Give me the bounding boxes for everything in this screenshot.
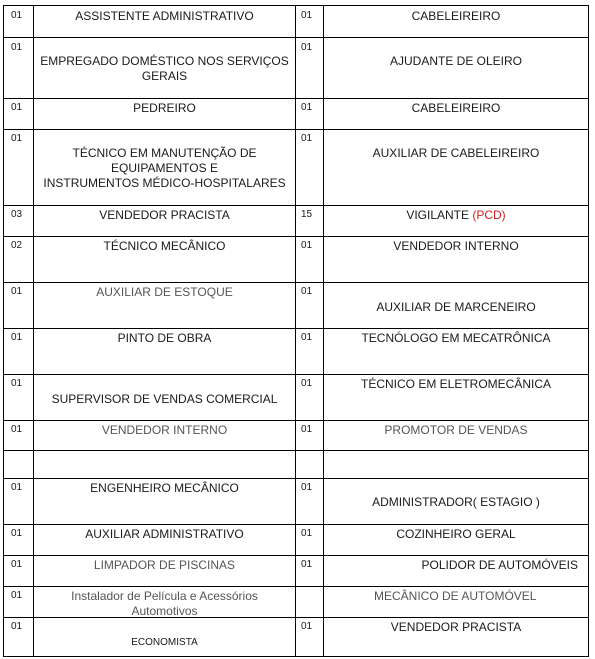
job-title: CABELEIREIRO — [411, 9, 501, 23]
vacancy-count: 01 — [301, 559, 313, 570]
vacancy-count: 01 — [11, 482, 23, 493]
vacancy-count: 01 — [301, 102, 313, 113]
row-divider — [3, 236, 589, 237]
job-title: Instalador de Película e Acessórios Automotivos — [71, 589, 258, 618]
column-divider — [588, 5, 589, 656]
row-divider — [3, 420, 589, 421]
job-title: EMPREGADO DOMÉSTICO NOS SERVIÇOS GERAIS — [40, 54, 289, 83]
row-divider — [3, 374, 589, 375]
vacancy-count: 01 — [301, 424, 313, 435]
vacancy-count: 01 — [301, 42, 313, 53]
job-title: PROMOTOR DE VENDAS — [384, 423, 528, 437]
row-divider — [3, 5, 589, 6]
job-title: SUPERVISOR DE VENDAS COMERCIAL — [51, 392, 278, 406]
job-vacancies-table — [3, 0, 589, 659]
row-divider — [3, 129, 589, 130]
vacancy-count: 01 — [11, 621, 23, 632]
job-title: VENDEDOR PRACISTA — [390, 620, 522, 634]
job-title: AJUDANTE DE OLEIRO — [389, 54, 523, 68]
row-divider — [3, 555, 589, 556]
vacancy-count: 01 — [11, 528, 23, 539]
vacancy-count: 01 — [11, 559, 23, 570]
vacancy-count: 01 — [11, 590, 23, 601]
job-title: AUXILIAR DE MARCENEIRO — [376, 300, 536, 314]
vacancy-count: 01 — [301, 240, 313, 251]
job-title: TÉCNICO EM ELETROMECÂNICA — [360, 377, 552, 391]
vacancy-count: 01 — [11, 332, 23, 343]
job-title: ASSISTENTE ADMINISTRATIVO — [75, 9, 254, 23]
job-title: TÉCNICO EM MANUTENÇÃO DE EQUIPAMENTOS E INSTRUMENTOS MÉDICO-HOSPITALARES — [43, 146, 286, 190]
vacancy-count: 15 — [301, 209, 313, 220]
job-title: POLIDOR DE AUTOMÓVEIS — [421, 558, 578, 572]
vacancy-count: 01 — [301, 378, 313, 389]
pcd-note: (PCD) — [472, 208, 506, 222]
job-title: AUXILIAR DE CABELEIREIRO — [372, 146, 540, 160]
vacancy-count: 01 — [11, 42, 23, 53]
vacancy-count: 01 — [11, 424, 23, 435]
row-divider — [3, 328, 589, 329]
job-title: AUXILIAR DE ESTOQUE — [96, 285, 233, 299]
row-divider — [3, 586, 589, 587]
vacancy-count: 01 — [11, 10, 23, 21]
job-title: VIGILANTE — [406, 208, 469, 222]
vacancy-count: 02 — [11, 240, 23, 251]
job-title: VENDEDOR PRACISTA — [99, 208, 230, 222]
job-title: VENDEDOR INTERNO — [393, 239, 519, 253]
job-title: MECÂNICO DE AUTOMÓVEL — [374, 589, 537, 603]
row-divider — [3, 450, 589, 451]
row-divider — [3, 98, 589, 99]
job-title: COZINHEIRO GERAL — [396, 527, 516, 541]
job-title: ECONOMISTA — [131, 637, 198, 648]
job-title: LIMPADOR DE PISCINAS — [93, 558, 236, 572]
column-divider — [295, 5, 296, 656]
job-title: AUXILIAR ADMINISTRATIVO — [85, 527, 244, 541]
job-title: VENDEDOR INTERNO — [101, 423, 228, 437]
job-title: ENGENHEIRO MECÂNICO — [90, 481, 239, 495]
column-divider — [3, 5, 4, 656]
row-divider — [3, 656, 589, 657]
vacancy-count: 01 — [301, 286, 313, 297]
job-title: TÉCNICO MECÂNICO — [103, 239, 226, 253]
row-divider — [3, 524, 589, 525]
vacancy-count: 01 — [11, 102, 23, 113]
job-title: PINTO DE OBRA — [117, 331, 212, 345]
vacancy-count: 01 — [301, 10, 313, 21]
vacancy-count: 01 — [301, 133, 313, 144]
row-divider — [3, 205, 589, 206]
vacancy-count: 01 — [301, 332, 313, 343]
vacancy-count: 01 — [11, 286, 23, 297]
vacancy-count: 01 — [301, 621, 313, 632]
vacancy-count: 01 — [11, 133, 23, 144]
vacancy-count: 01 — [301, 528, 313, 539]
row-divider — [3, 37, 589, 38]
job-title: TECNÓLOGO EM MECATRÔNICA — [361, 331, 551, 345]
job-title-with-note — [324, 208, 588, 223]
job-title: PEDREIRO — [133, 101, 196, 115]
job-title: CABELEIREIRO — [411, 101, 501, 115]
row-divider — [3, 478, 589, 479]
vacancy-count: 03 — [11, 209, 23, 220]
job-title: ADMINISTRADOR( ESTAGIO ) — [372, 495, 540, 509]
row-divider — [3, 282, 589, 283]
vacancy-count: 01 — [11, 378, 23, 389]
vacancy-count: 01 — [301, 482, 313, 493]
